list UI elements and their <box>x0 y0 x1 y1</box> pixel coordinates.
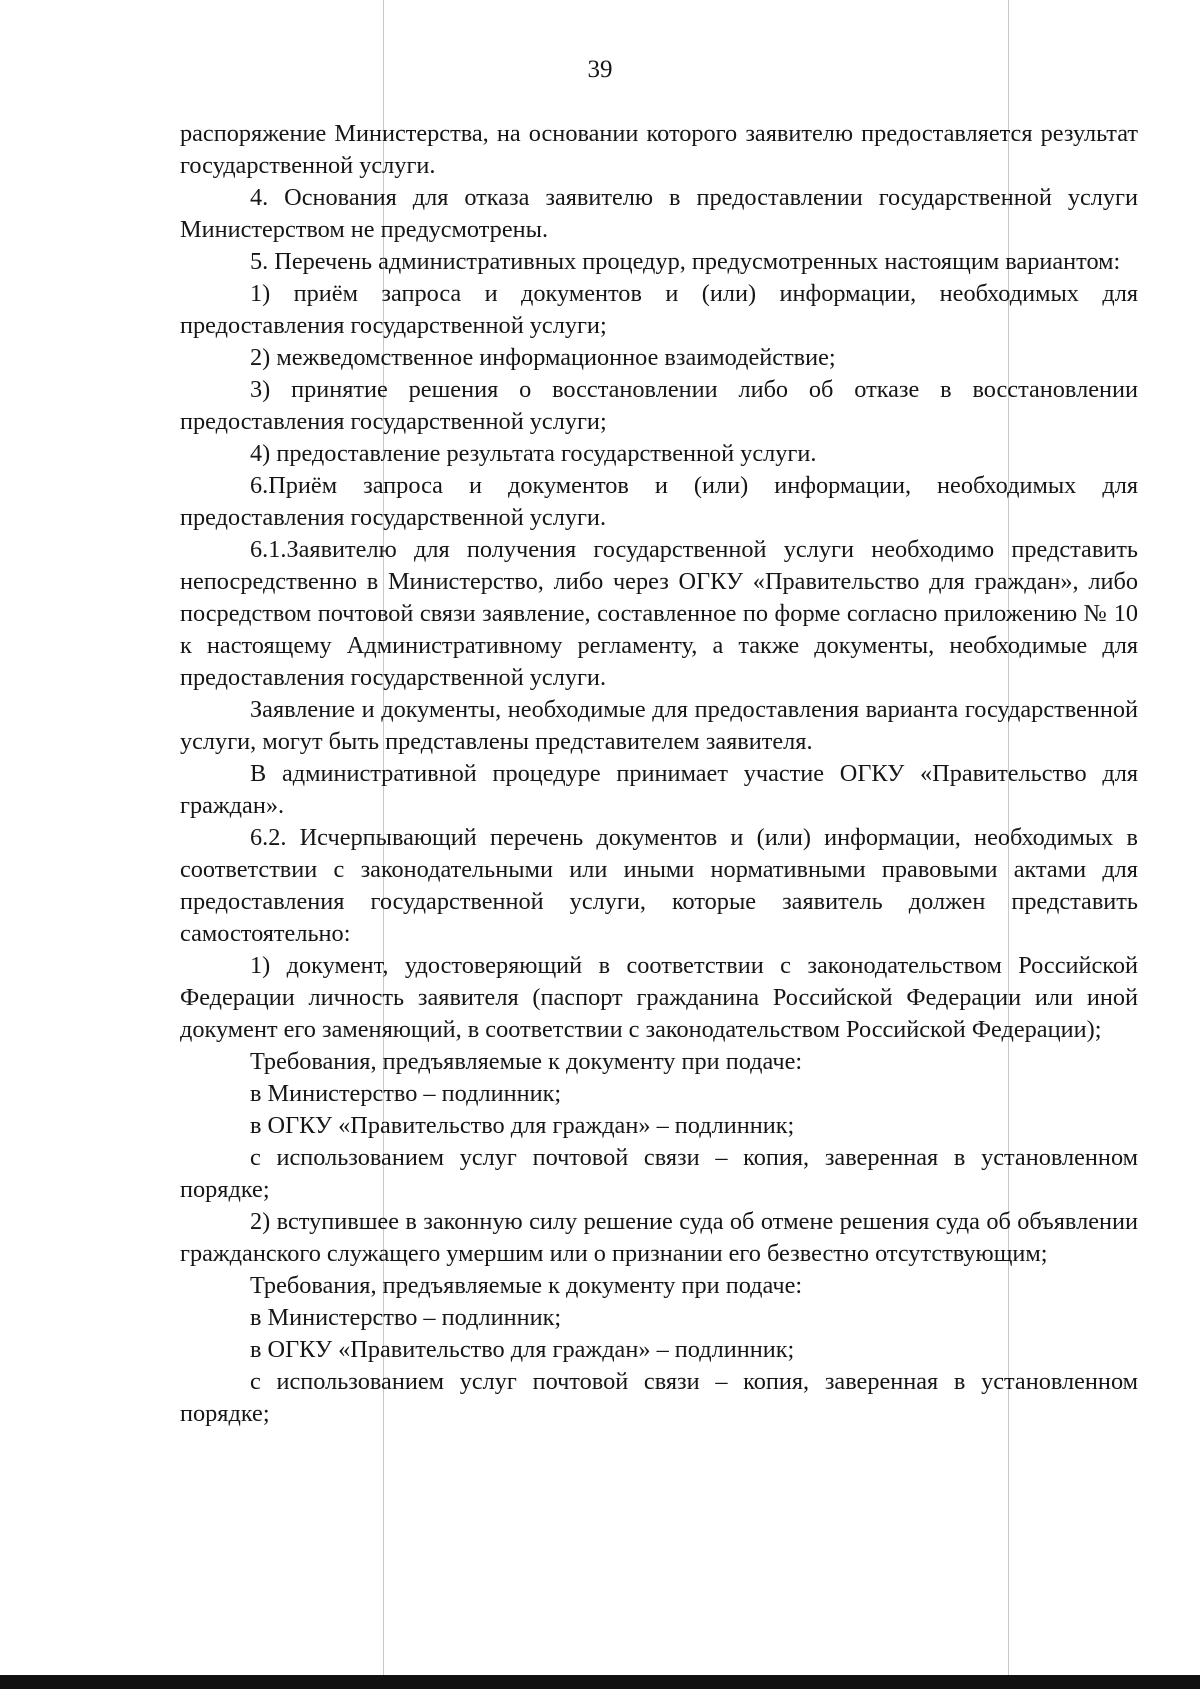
paragraph: В административной процедуре принимает участие ОГКУ «Правительство для граждан». <box>180 760 1138 819</box>
list-item: с использованием услуг почтовой связи – копия, заверенная в установленном порядке; <box>180 1144 1138 1203</box>
list-item: в Министерство – подлинник; <box>250 1304 562 1331</box>
paragraph: 6.Приём запроса и документов и (или) информации, необходимых для предоставления государственной услуги. <box>180 472 1138 531</box>
list-item: 2) вступившее в законную силу решение суда об отмене решения суда об объявлении гражданского служащего умершим или о признании его безвестно отсутствующим; <box>180 1208 1138 1267</box>
list-item: 3) принятие решения о восстановлении либо об отказе в восстановлении предоставления государственной услуги; <box>180 376 1138 435</box>
paragraph: Требования, предъявляемые к документу при подаче: <box>250 1048 803 1075</box>
paragraph: 4. Основания для отказа заявителю в предоставлении государственной услуги Министерством не предусмотрены. <box>180 184 1138 243</box>
list-item: 1) приём запроса и документов и (или) информации, необходимых для предоставления государственной услуги; <box>180 280 1138 339</box>
paragraph: 6.2. Исчерпывающий перечень документов и (или) информации, необходимых в соответствии с законодательными или иными нормативными правовыми актами для предоставления государственной услуги, которые заявитель должен представить самостоятельно: <box>180 824 1138 947</box>
paragraph: 5. Перечень административных процедур, предусмотренных настоящим вариантом: <box>250 248 1121 275</box>
list-item: в ОГКУ «Правительство для граждан» – подлинник; <box>250 1112 795 1139</box>
document-body <box>180 118 1138 1430</box>
paragraph: Заявление и документы, необходимые для предоставления варианта государственной услуги, могут быть представлены представителем заявителя. <box>180 696 1138 755</box>
list-item: 1) документ, удостоверяющий в соответствии с законодательством Российской Федерации личность заявителя (паспорт гражданина Российской Федерации или иной документ его заменяющий, в соответствии с законодательством Российской Федерации); <box>180 952 1138 1043</box>
list-item: 4) предоставление результата государственной услуги. <box>250 440 817 467</box>
paragraph: Требования, предъявляемые к документу при подаче: <box>250 1272 803 1299</box>
list-item: с использованием услуг почтовой связи – копия, заверенная в установленном порядке; <box>180 1368 1138 1427</box>
paragraph: 6.1.Заявителю для получения государственной услуги необходимо представить непосредственно в Министерство, либо через ОГКУ «Правительство для граждан», либо посредством почтовой связи заявление, составленное по форме согласно приложению № 10 к настоящему Административному регламенту, а также документы, необходимые для предоставления государственной услуги. <box>180 536 1138 691</box>
scan-bottom-edge <box>0 1675 1200 1689</box>
paragraph: распоряжение Министерства, на основании которого заявителю предоставляется результат государственной услуги. <box>180 120 1138 179</box>
list-item: 2) межведомственное информационное взаимодействие; <box>250 344 836 371</box>
list-item: в ОГКУ «Правительство для граждан» – подлинник; <box>250 1336 795 1363</box>
page-number: 39 <box>587 56 613 83</box>
list-item: в Министерство – подлинник; <box>250 1080 562 1107</box>
